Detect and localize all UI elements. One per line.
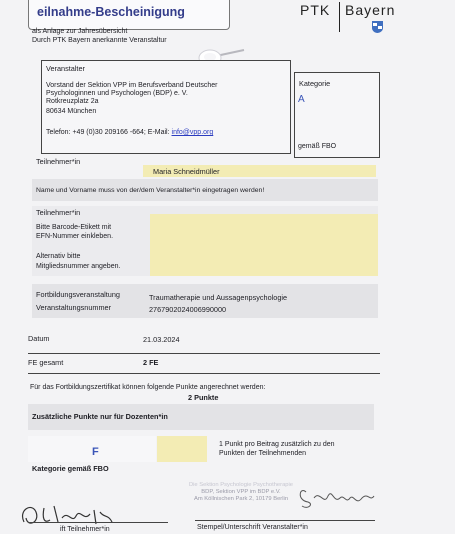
date-label: Datum xyxy=(28,334,50,343)
bayern-logo-text: Bayern xyxy=(345,2,396,18)
barcode-line-1: Bitte Barcode-Etikett mit xyxy=(36,224,112,231)
organizer-box xyxy=(41,60,291,154)
page-title: eilnahme-Bescheinigung xyxy=(37,5,185,19)
barcode-line-4: Mitgliedsnummer angeben. xyxy=(36,263,121,270)
fe-value: 2 FE xyxy=(143,358,159,367)
barcode-line-2: EFN-Nummer einkleben. xyxy=(36,233,114,240)
organizer-line-1: Vorstand der Sektion VPP im Berufsverband Deutscher xyxy=(46,82,218,89)
stamp-line-2: BDP, Sektion VPP im BDP e.V. xyxy=(201,489,281,495)
points-text: Für das Fortbildungszertifikat können folgende Punkte angerechnet werden: xyxy=(30,384,266,391)
title-box xyxy=(28,0,230,30)
organizer-contact xyxy=(46,129,213,138)
extra-category-label: Kategorie gemäß FBO xyxy=(32,464,109,473)
event-number-label: Veranstaltungsnummer xyxy=(36,303,112,312)
barcode-label: Teilnehmer*in xyxy=(36,208,81,217)
organizer-line-3: Rotkreuzplatz 2a xyxy=(46,98,99,105)
extra-desc-2: Punkten der Teilnehmenden xyxy=(219,450,307,457)
extra-points-field[interactable] xyxy=(157,436,207,462)
extra-desc-1: 1 Punkt pro Beitrag zusätzlich zu den xyxy=(219,441,335,448)
date-value: 21.03.2024 xyxy=(143,335,180,344)
category-footer: gemäß FBO xyxy=(298,143,337,150)
bavaria-emblem-icon xyxy=(372,21,383,33)
organizer-line-4: 80634 München xyxy=(46,108,97,115)
intro-line-1: als Anlage zur Jahresübersicht xyxy=(32,28,128,35)
organizer-signature-label: Stempel/Unterschrift Veranstalter*in xyxy=(197,524,308,531)
participant-signature-line xyxy=(28,522,168,523)
barcode-line-3: Alternativ bitte xyxy=(36,253,81,260)
intro-line-2: Durch PTK Bayern anerkannte Veranstaltur xyxy=(32,37,167,44)
extra-points-label: Zusätzliche Punkte nur für Dozenten*in xyxy=(32,412,168,421)
fe-rule xyxy=(28,373,380,374)
organizer-signature-line xyxy=(195,520,375,521)
category-label: Kategorie xyxy=(299,79,331,88)
stamp-line-3: Am Köllnischen Park 2, 10179 Berlin xyxy=(193,496,289,502)
extra-category-value: F xyxy=(92,446,99,458)
fe-label: FE gesamt xyxy=(28,358,64,367)
date-rule xyxy=(28,353,380,354)
organizer-line-2: Psychologinnen und Psychologen (BDP) e. V. xyxy=(46,90,188,97)
event-label: Fortbildungsveranstaltung xyxy=(36,290,120,299)
event-title: Traumatherapie und Aussagenpsychologie xyxy=(149,293,288,302)
organizer-label: Veranstalter xyxy=(46,64,85,73)
organizer-signature xyxy=(298,484,378,512)
organizer-email-link[interactable]: info@vpp.org xyxy=(171,129,214,136)
points-value: 2 Punkte xyxy=(188,393,219,402)
organizer-phone: Telefon: +49 (0)30 209166 -664; E-Mail: xyxy=(46,129,170,136)
participant-name: Maria Schneidmüller xyxy=(153,167,220,176)
logo-divider xyxy=(339,2,340,32)
event-number: 2767902024006990000 xyxy=(149,305,227,314)
participant-note: Name und Vorname muss von der/dem Veranstalter*in eingetragen werden! xyxy=(36,187,265,194)
participant-signature-label: ift Teilnehmer*in xyxy=(60,526,110,533)
category-value: A xyxy=(298,94,305,105)
organizer-stamp xyxy=(166,482,316,503)
ptk-logo-text: PTK xyxy=(300,2,331,18)
stamp-line-1: Die Sektion Psychologie Psychotherapie xyxy=(188,482,294,488)
participant-label: Teilnehmer*in xyxy=(36,157,81,166)
barcode-sticker-field[interactable] xyxy=(150,214,378,276)
